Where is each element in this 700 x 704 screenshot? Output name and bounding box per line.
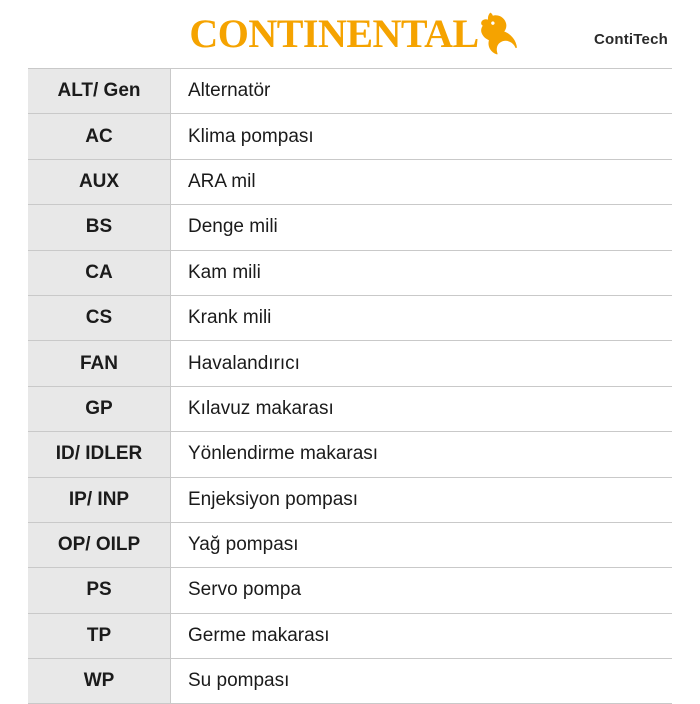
table-row bbox=[28, 69, 672, 114]
description-cell bbox=[171, 251, 672, 295]
code-text: GP bbox=[85, 397, 113, 419]
table-row bbox=[28, 205, 672, 250]
code-cell bbox=[28, 251, 171, 295]
code-cell bbox=[28, 160, 171, 204]
prancing-horse-icon bbox=[477, 10, 521, 56]
description-cell bbox=[171, 387, 672, 431]
table-row bbox=[28, 114, 672, 159]
description-text: Alternatör bbox=[188, 80, 271, 102]
code-cell bbox=[28, 432, 171, 476]
table-row bbox=[28, 251, 672, 296]
description-cell bbox=[171, 205, 672, 249]
table-row bbox=[28, 568, 672, 613]
description-cell bbox=[171, 69, 672, 113]
description-text: ARA mil bbox=[188, 170, 256, 192]
description-text: Yağ pompası bbox=[188, 534, 299, 556]
description-cell bbox=[171, 659, 672, 703]
table-row bbox=[28, 296, 672, 341]
description-cell bbox=[171, 160, 672, 204]
code-cell bbox=[28, 478, 171, 522]
contitech-sub-brand: ContiTech bbox=[593, 31, 668, 48]
code-cell bbox=[28, 523, 171, 567]
code-cell bbox=[28, 659, 171, 703]
brand-header bbox=[0, 0, 700, 68]
code-text: OP/ OILP bbox=[57, 534, 141, 556]
description-text: Kam mili bbox=[188, 261, 261, 283]
table-row bbox=[28, 341, 672, 386]
description-cell bbox=[171, 478, 672, 522]
code-text: BS bbox=[85, 216, 113, 238]
code-cell bbox=[28, 114, 171, 158]
code-cell bbox=[28, 69, 171, 113]
description-text: Kılavuz makarası bbox=[188, 397, 334, 419]
code-text: IP/ INP bbox=[68, 488, 130, 510]
abbreviation-table bbox=[28, 68, 672, 704]
table-row bbox=[28, 432, 672, 477]
table-row bbox=[28, 160, 672, 205]
code-cell bbox=[28, 296, 171, 340]
description-text: Denge mili bbox=[188, 216, 278, 238]
description-text: Yönlendirme makarası bbox=[188, 443, 379, 465]
description-text: Havalandırıcı bbox=[188, 352, 300, 374]
code-text: WP bbox=[83, 670, 115, 692]
description-cell bbox=[171, 568, 672, 612]
description-cell bbox=[171, 296, 672, 340]
description-cell bbox=[171, 114, 672, 158]
code-text: AC bbox=[85, 125, 113, 147]
description-text: Servo pompa bbox=[188, 579, 302, 601]
code-cell bbox=[28, 568, 171, 612]
description-cell bbox=[171, 523, 672, 567]
description-cell bbox=[171, 341, 672, 385]
description-text: Germe makarası bbox=[188, 624, 330, 646]
description-text: Enjeksiyon pompası bbox=[188, 488, 359, 510]
code-text: ALT/ Gen bbox=[57, 80, 141, 102]
code-cell bbox=[28, 387, 171, 431]
code-text: TP bbox=[86, 624, 112, 646]
table-row bbox=[28, 614, 672, 659]
description-text: Krank mili bbox=[188, 307, 272, 329]
description-text: Klima pompası bbox=[188, 125, 314, 147]
code-text: FAN bbox=[80, 352, 118, 374]
code-text: AUX bbox=[78, 170, 120, 192]
code-cell bbox=[28, 341, 171, 385]
code-text: ID/ IDLER bbox=[55, 443, 143, 465]
code-text: PS bbox=[86, 579, 112, 601]
brand-wordmark: CONTINENTAL bbox=[189, 11, 479, 56]
table-row bbox=[28, 523, 672, 568]
description-text: Su pompası bbox=[188, 670, 290, 692]
code-text: CA bbox=[85, 261, 113, 283]
table-row bbox=[28, 478, 672, 523]
table-row bbox=[28, 659, 672, 704]
description-cell bbox=[171, 432, 672, 476]
continental-logo bbox=[189, 12, 520, 56]
code-cell bbox=[28, 614, 171, 658]
table-row bbox=[28, 387, 672, 432]
code-cell bbox=[28, 205, 171, 249]
code-text: CS bbox=[85, 307, 113, 329]
description-cell bbox=[171, 614, 672, 658]
